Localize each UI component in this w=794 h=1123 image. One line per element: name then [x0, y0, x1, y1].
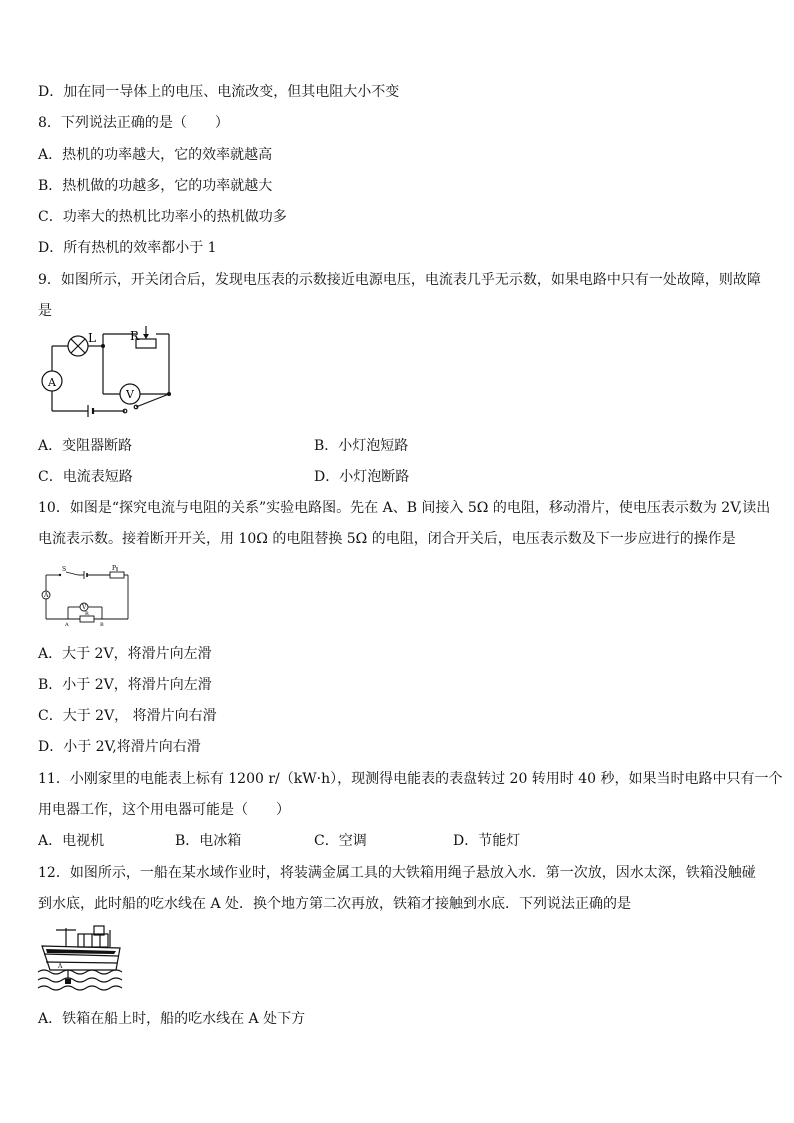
q9-stem-line2: 是 [38, 303, 52, 319]
iron-box [65, 979, 71, 984]
q9-option-a: A．变阻器断路 [38, 438, 133, 454]
point-a-label: A [65, 622, 69, 627]
q11-stem-line2: 用电器工作，这个用电器可能是（ ） [38, 802, 290, 818]
voltmeter-label: V [126, 388, 134, 401]
voltmeter-label: V [82, 604, 87, 611]
q9-stem-line1: 9．如图所示，开关闭合后，发现电压表的示数接近电源电压，电流表几乎无示数，如果电路中只有一处故障，则故障 [38, 272, 761, 288]
q11-option-b: B．电冰箱 [175, 833, 242, 849]
q8-stem: 8．下列说法正确的是（ ） [38, 115, 229, 131]
q11-option-c: C．空调 [314, 833, 367, 849]
ammeter-label: A [44, 592, 49, 599]
q8-option-d: D．所有热机的效率都小于 1 [38, 240, 217, 256]
point-b-label: B [100, 622, 104, 627]
switch-label: S [62, 566, 67, 573]
rheostat-label: R [130, 329, 140, 343]
q9-option-c: C．电流表短路 [38, 469, 133, 485]
waterline-mark-label: A [58, 963, 63, 970]
ammeter-label: A [48, 376, 56, 389]
q12-stem-line2: 到水底，此时船的吃水线在 A 处．换个地方第二次再放，铁箱才接触到水底．下列说法正确的是 [38, 896, 632, 912]
q8-option-b: B．热机做的功越多，它的功率就越大 [38, 178, 273, 194]
q12-ship-figure [36, 924, 126, 998]
q10-stem-line2: 电流表示数。接着断开开关，用 10Ω 的电阻替换 5Ω 的电阻，闭合开关后，电压表示数及下一步应进行的操作是 [38, 531, 736, 547]
q11-option-d: D．节能灯 [453, 833, 521, 849]
q10-circuit-diagram [38, 563, 134, 627]
q7-option-d: D．加在同一导体上的电压、电流改变，但其电阻大小不变 [38, 84, 400, 100]
resistor-label: R [85, 611, 89, 617]
q11-stem-line1: 11．小刚家里的电能表上标有 1200 r/（kW·h），现测得电能表的表盘转过 20 转用时 40 秒，如果当时电路中只有一个 [38, 771, 783, 787]
slider-label: P [112, 565, 117, 572]
q9-option-b: B．小灯泡短路 [314, 438, 409, 454]
rheostat-symbol [110, 572, 124, 578]
q10-stem-line1: 10．如图是“探究电流与电阻的关系”实验电路图。先在 A、B 间接入 5Ω 的电阻，移动滑片，使电压表示数为 2V,读出 [38, 500, 771, 516]
q10-option-c: C．大于 2V， 将滑片向右滑 [38, 708, 217, 724]
lamp-label: L [88, 331, 96, 345]
q12-stem-line1: 12．如图所示，一船在某水域作业时，将装满金属工具的大铁箱用绳子悬放入水．第一次放，因水太深，铁箱没触碰 [38, 865, 756, 881]
q9-circuit-diagram [36, 326, 176, 420]
q12-option-a: A．铁箱在船上时，船的吃水线在 A 处下方 [38, 1011, 306, 1027]
q10-option-a: A．大于 2V，将滑片向左滑 [38, 646, 212, 662]
q8-option-c: C．功率大的热机比功率小的热机做功多 [38, 209, 287, 225]
q9-option-d: D．小灯泡断路 [314, 469, 410, 485]
q10-option-b: B．小于 2V，将滑片向左滑 [38, 677, 212, 693]
q11-option-a: A．电视机 [38, 833, 105, 849]
q10-option-d: D．小于 2V,将滑片向右滑 [38, 739, 201, 755]
q8-option-a: A．热机的功率越大，它的效率就越高 [38, 147, 273, 163]
